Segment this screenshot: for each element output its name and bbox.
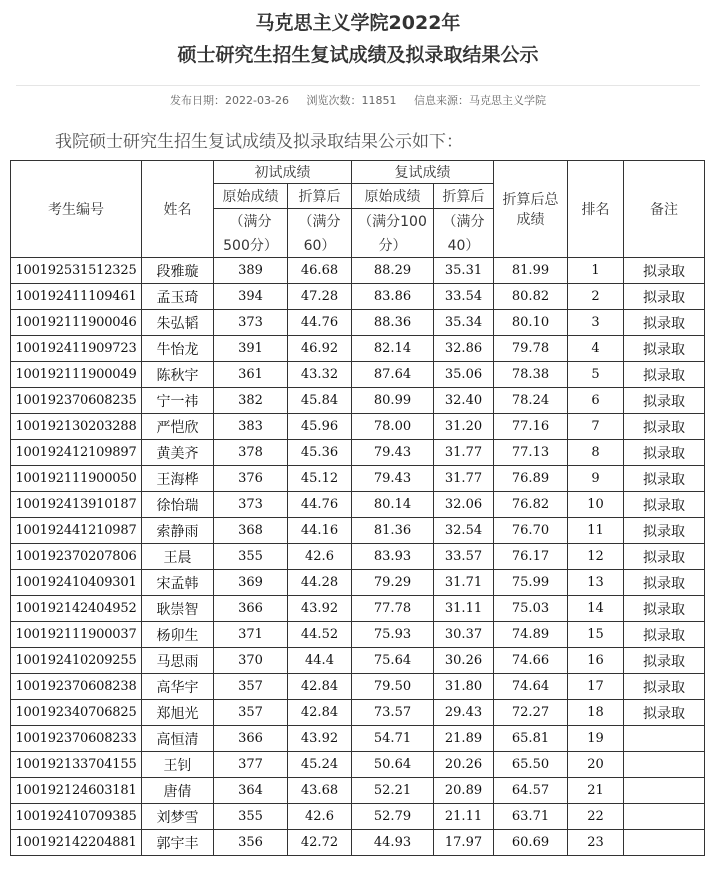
cell-total: 75.99 [494,570,568,596]
header-note: 备注 [624,161,705,258]
table-row [11,492,705,518]
cell-initial-raw: 356 [214,830,288,856]
view-count: 浏览次数：11851 [306,94,397,107]
cell-retest-raw: 77.78 [352,596,434,622]
cell-candidate-id: 100192370207806 [11,544,142,570]
cell-retest-raw: 88.29 [352,258,434,284]
cell-name: 段雅璇 [142,258,214,284]
cell-initial-raw: 389 [214,258,288,284]
header-rank: 排名 [568,161,624,258]
cell-name: 高华宇 [142,674,214,700]
table-row [11,440,705,466]
cell-note: 拟录取 [624,622,705,648]
cell-note: 拟录取 [624,570,705,596]
score-table-body [11,258,705,856]
header-initial-group: 初试成绩 [214,161,352,184]
cell-note: 拟录取 [624,388,705,414]
cell-initial-converted: 45.12 [288,466,352,492]
table-row [11,388,705,414]
cell-retest-raw: 52.21 [352,778,434,804]
cell-candidate-id: 100192413910187 [11,492,142,518]
cell-note: 拟录取 [624,336,705,362]
cell-note [624,804,705,830]
cell-name: 严恺欣 [142,414,214,440]
cell-rank: 17 [568,674,624,700]
table-row [11,700,705,726]
cell-retest-converted: 35.06 [434,362,494,388]
table-row [11,518,705,544]
cell-retest-converted: 32.40 [434,388,494,414]
header-initial-raw: 原始成绩 [214,184,288,209]
cell-note: 拟录取 [624,544,705,570]
cell-initial-raw: 378 [214,440,288,466]
table-row [11,284,705,310]
cell-initial-raw: 383 [214,414,288,440]
cell-initial-raw: 366 [214,596,288,622]
cell-candidate-id: 100192111900037 [11,622,142,648]
cell-candidate-id: 100192142404952 [11,596,142,622]
cell-name: 杨卯生 [142,622,214,648]
cell-candidate-id: 100192370608235 [11,388,142,414]
cell-retest-converted: 33.57 [434,544,494,570]
cell-retest-converted: 35.31 [434,258,494,284]
table-row [11,570,705,596]
cell-rank: 16 [568,648,624,674]
intro-text: 我院硕士研究生招生复试成绩及拟录取结果公示如下： [55,132,463,152]
cell-total: 76.70 [494,518,568,544]
cell-candidate-id: 100192142204881 [11,830,142,856]
cell-rank: 9 [568,466,624,492]
cell-initial-converted: 43.32 [288,362,352,388]
cell-candidate-id: 100192370608238 [11,674,142,700]
cell-initial-converted: 46.92 [288,336,352,362]
cell-name: 索静雨 [142,518,214,544]
cell-total: 78.24 [494,388,568,414]
cell-rank: 3 [568,310,624,336]
cell-rank: 5 [568,362,624,388]
cell-retest-converted: 31.20 [434,414,494,440]
cell-rank: 7 [568,414,624,440]
cell-retest-converted: 32.06 [434,492,494,518]
cell-retest-raw: 80.99 [352,388,434,414]
cell-rank: 1 [568,258,624,284]
cell-retest-converted: 20.89 [434,778,494,804]
cell-note: 拟录取 [624,284,705,310]
cell-retest-raw: 83.86 [352,284,434,310]
table-row [11,596,705,622]
cell-initial-converted: 44.52 [288,622,352,648]
cell-name: 朱弘韬 [142,310,214,336]
table-row [11,258,705,284]
cell-retest-raw: 78.00 [352,414,434,440]
cell-initial-raw: 369 [214,570,288,596]
cell-retest-converted: 31.71 [434,570,494,596]
cell-total: 72.27 [494,700,568,726]
cell-candidate-id: 100192412109897 [11,440,142,466]
cell-initial-raw: 364 [214,778,288,804]
header-total [494,161,568,258]
cell-initial-raw: 371 [214,622,288,648]
cell-note: 拟录取 [624,648,705,674]
cell-retest-converted: 32.54 [434,518,494,544]
cell-name: 宁一祎 [142,388,214,414]
header-full500-line1: （满分 [214,209,288,234]
cell-total: 65.81 [494,726,568,752]
cell-rank: 22 [568,804,624,830]
title-divider [16,85,700,86]
table-row [11,336,705,362]
cell-name: 牛怡龙 [142,336,214,362]
cell-rank: 12 [568,544,624,570]
cell-note: 拟录取 [624,596,705,622]
cell-retest-raw: 44.93 [352,830,434,856]
cell-retest-raw: 50.64 [352,752,434,778]
header-retest-raw: 原始成绩 [352,184,434,209]
cell-rank: 19 [568,726,624,752]
cell-candidate-id: 100192531512325 [11,258,142,284]
cell-rank: 2 [568,284,624,310]
header-full40-line2: 40） [434,233,494,258]
cell-candidate-id: 100192411909723 [11,336,142,362]
cell-candidate-id: 100192133704155 [11,752,142,778]
cell-note: 拟录取 [624,700,705,726]
cell-total: 76.17 [494,544,568,570]
cell-initial-raw: 357 [214,700,288,726]
cell-retest-raw: 83.93 [352,544,434,570]
header-name: 姓名 [142,161,214,258]
cell-candidate-id: 100192441210987 [11,518,142,544]
table-row [11,544,705,570]
page-title-line2: 硕士研究生招生复试成绩及拟录取结果公示 [177,44,539,66]
cell-initial-raw: 373 [214,492,288,518]
cell-note: 拟录取 [624,492,705,518]
cell-initial-raw: 361 [214,362,288,388]
cell-retest-raw: 88.36 [352,310,434,336]
cell-initial-converted: 42.6 [288,544,352,570]
cell-retest-converted: 20.26 [434,752,494,778]
cell-initial-raw: 355 [214,804,288,830]
cell-candidate-id: 100192370608233 [11,726,142,752]
cell-note: 拟录取 [624,440,705,466]
table-row [11,804,705,830]
cell-initial-raw: 370 [214,648,288,674]
cell-total: 80.10 [494,310,568,336]
cell-retest-raw: 87.64 [352,362,434,388]
cell-retest-raw: 75.93 [352,622,434,648]
header-full60-line1: （满分 [288,209,352,234]
cell-initial-raw: 366 [214,726,288,752]
publish-date: 发布日期：2022-03-26 [170,94,289,107]
cell-note [624,752,705,778]
table-row [11,466,705,492]
score-table [10,160,705,856]
cell-rank: 8 [568,440,624,466]
cell-rank: 11 [568,518,624,544]
cell-initial-converted: 44.76 [288,310,352,336]
cell-initial-raw: 373 [214,310,288,336]
cell-name: 耿崇智 [142,596,214,622]
cell-candidate-id: 100192411109461 [11,284,142,310]
cell-initial-converted: 43.92 [288,726,352,752]
cell-retest-converted: 31.77 [434,466,494,492]
cell-candidate-id: 100192130203288 [11,414,142,440]
header-total-line2: 成绩 [516,212,545,228]
cell-candidate-id: 100192111900049 [11,362,142,388]
cell-total: 81.99 [494,258,568,284]
cell-retest-converted: 30.37 [434,622,494,648]
cell-rank: 6 [568,388,624,414]
cell-total: 77.13 [494,440,568,466]
cell-note [624,726,705,752]
table-row [11,648,705,674]
cell-initial-converted: 45.24 [288,752,352,778]
cell-candidate-id: 100192410709385 [11,804,142,830]
cell-name: 徐怡瑞 [142,492,214,518]
table-row [11,726,705,752]
cell-retest-converted: 31.77 [434,440,494,466]
article-meta [0,93,716,109]
cell-note: 拟录取 [624,414,705,440]
header-retest-group: 复试成绩 [352,161,494,184]
cell-candidate-id: 100192410209255 [11,648,142,674]
cell-note [624,778,705,804]
cell-initial-converted: 45.36 [288,440,352,466]
cell-initial-converted: 42.84 [288,674,352,700]
cell-initial-converted: 44.4 [288,648,352,674]
cell-initial-converted: 42.72 [288,830,352,856]
cell-note: 拟录取 [624,674,705,700]
info-source: 信息来源：马克思主义学院 [413,94,546,107]
cell-rank: 20 [568,752,624,778]
cell-total: 60.69 [494,830,568,856]
cell-total: 74.66 [494,648,568,674]
cell-initial-converted: 45.96 [288,414,352,440]
table-row [11,310,705,336]
cell-total: 64.57 [494,778,568,804]
cell-retest-raw: 80.14 [352,492,434,518]
cell-initial-converted: 43.68 [288,778,352,804]
cell-note [624,830,705,856]
cell-initial-raw: 394 [214,284,288,310]
cell-retest-converted: 31.80 [434,674,494,700]
cell-note: 拟录取 [624,258,705,284]
header-full60-line2: 60） [288,233,352,258]
header-retest-converted: 折算后 [434,184,494,209]
cell-name: 高恒清 [142,726,214,752]
cell-total: 74.64 [494,674,568,700]
cell-total: 77.16 [494,414,568,440]
cell-candidate-id: 100192124603181 [11,778,142,804]
cell-total: 76.82 [494,492,568,518]
page-title-line1: 马克思主义学院2022年 [255,12,461,34]
cell-retest-converted: 21.11 [434,804,494,830]
cell-retest-raw: 79.43 [352,466,434,492]
cell-name: 唐倩 [142,778,214,804]
cell-total: 80.82 [494,284,568,310]
cell-name: 王海桦 [142,466,214,492]
header-initial-converted: 折算后 [288,184,352,209]
table-row [11,778,705,804]
cell-candidate-id: 100192111900046 [11,310,142,336]
header-candidate-id: 考生编号 [11,161,142,258]
cell-total: 65.50 [494,752,568,778]
cell-initial-converted: 45.84 [288,388,352,414]
cell-name: 王钊 [142,752,214,778]
cell-name: 孟玉琦 [142,284,214,310]
cell-candidate-id: 100192111900050 [11,466,142,492]
cell-initial-raw: 377 [214,752,288,778]
cell-name: 刘梦雪 [142,804,214,830]
cell-initial-raw: 376 [214,466,288,492]
cell-name: 宋孟韩 [142,570,214,596]
cell-retest-raw: 82.14 [352,336,434,362]
cell-retest-raw: 81.36 [352,518,434,544]
table-row [11,674,705,700]
header-total-line1: 折算后总 [502,192,559,208]
cell-rank: 23 [568,830,624,856]
cell-name: 郑旭光 [142,700,214,726]
cell-total: 78.38 [494,362,568,388]
cell-rank: 10 [568,492,624,518]
cell-initial-converted: 44.28 [288,570,352,596]
cell-retest-converted: 17.97 [434,830,494,856]
table-row [11,414,705,440]
cell-note: 拟录取 [624,466,705,492]
cell-initial-raw: 391 [214,336,288,362]
cell-initial-raw: 382 [214,388,288,414]
cell-retest-converted: 30.26 [434,648,494,674]
cell-note: 拟录取 [624,518,705,544]
cell-total: 63.71 [494,804,568,830]
cell-retest-converted: 35.34 [434,310,494,336]
cell-retest-converted: 32.86 [434,336,494,362]
cell-retest-raw: 79.29 [352,570,434,596]
cell-initial-raw: 357 [214,674,288,700]
cell-retest-raw: 52.79 [352,804,434,830]
table-row [11,622,705,648]
cell-total: 76.89 [494,466,568,492]
cell-initial-converted: 44.76 [288,492,352,518]
cell-name: 郭宇丰 [142,830,214,856]
cell-retest-converted: 31.11 [434,596,494,622]
header-full40-line1: （满分 [434,209,494,234]
cell-initial-converted: 47.28 [288,284,352,310]
cell-rank: 15 [568,622,624,648]
cell-initial-converted: 44.16 [288,518,352,544]
cell-initial-converted: 46.68 [288,258,352,284]
cell-rank: 14 [568,596,624,622]
cell-initial-converted: 42.84 [288,700,352,726]
header-full100-line2: 分） [352,233,434,258]
cell-retest-raw: 79.50 [352,674,434,700]
cell-initial-converted: 42.6 [288,804,352,830]
cell-name: 黄美齐 [142,440,214,466]
cell-total: 75.03 [494,596,568,622]
cell-rank: 13 [568,570,624,596]
cell-retest-converted: 21.89 [434,726,494,752]
table-row [11,752,705,778]
cell-retest-converted: 33.54 [434,284,494,310]
cell-name: 马思雨 [142,648,214,674]
cell-rank: 18 [568,700,624,726]
cell-candidate-id: 100192340706825 [11,700,142,726]
header-full100-line1: （满分100 [352,209,434,234]
table-row [11,362,705,388]
cell-note: 拟录取 [624,362,705,388]
cell-retest-raw: 54.71 [352,726,434,752]
cell-initial-raw: 355 [214,544,288,570]
cell-total: 74.89 [494,622,568,648]
cell-retest-converted: 29.43 [434,700,494,726]
cell-total: 79.78 [494,336,568,362]
cell-retest-raw: 75.64 [352,648,434,674]
cell-initial-raw: 368 [214,518,288,544]
cell-rank: 21 [568,778,624,804]
cell-retest-raw: 73.57 [352,700,434,726]
cell-note: 拟录取 [624,310,705,336]
cell-name: 陈秋宇 [142,362,214,388]
cell-candidate-id: 100192410409301 [11,570,142,596]
header-full500-line2: 500分） [214,233,288,258]
cell-name: 王晨 [142,544,214,570]
cell-retest-raw: 79.43 [352,440,434,466]
cell-initial-converted: 43.92 [288,596,352,622]
table-row [11,830,705,856]
cell-rank: 4 [568,336,624,362]
